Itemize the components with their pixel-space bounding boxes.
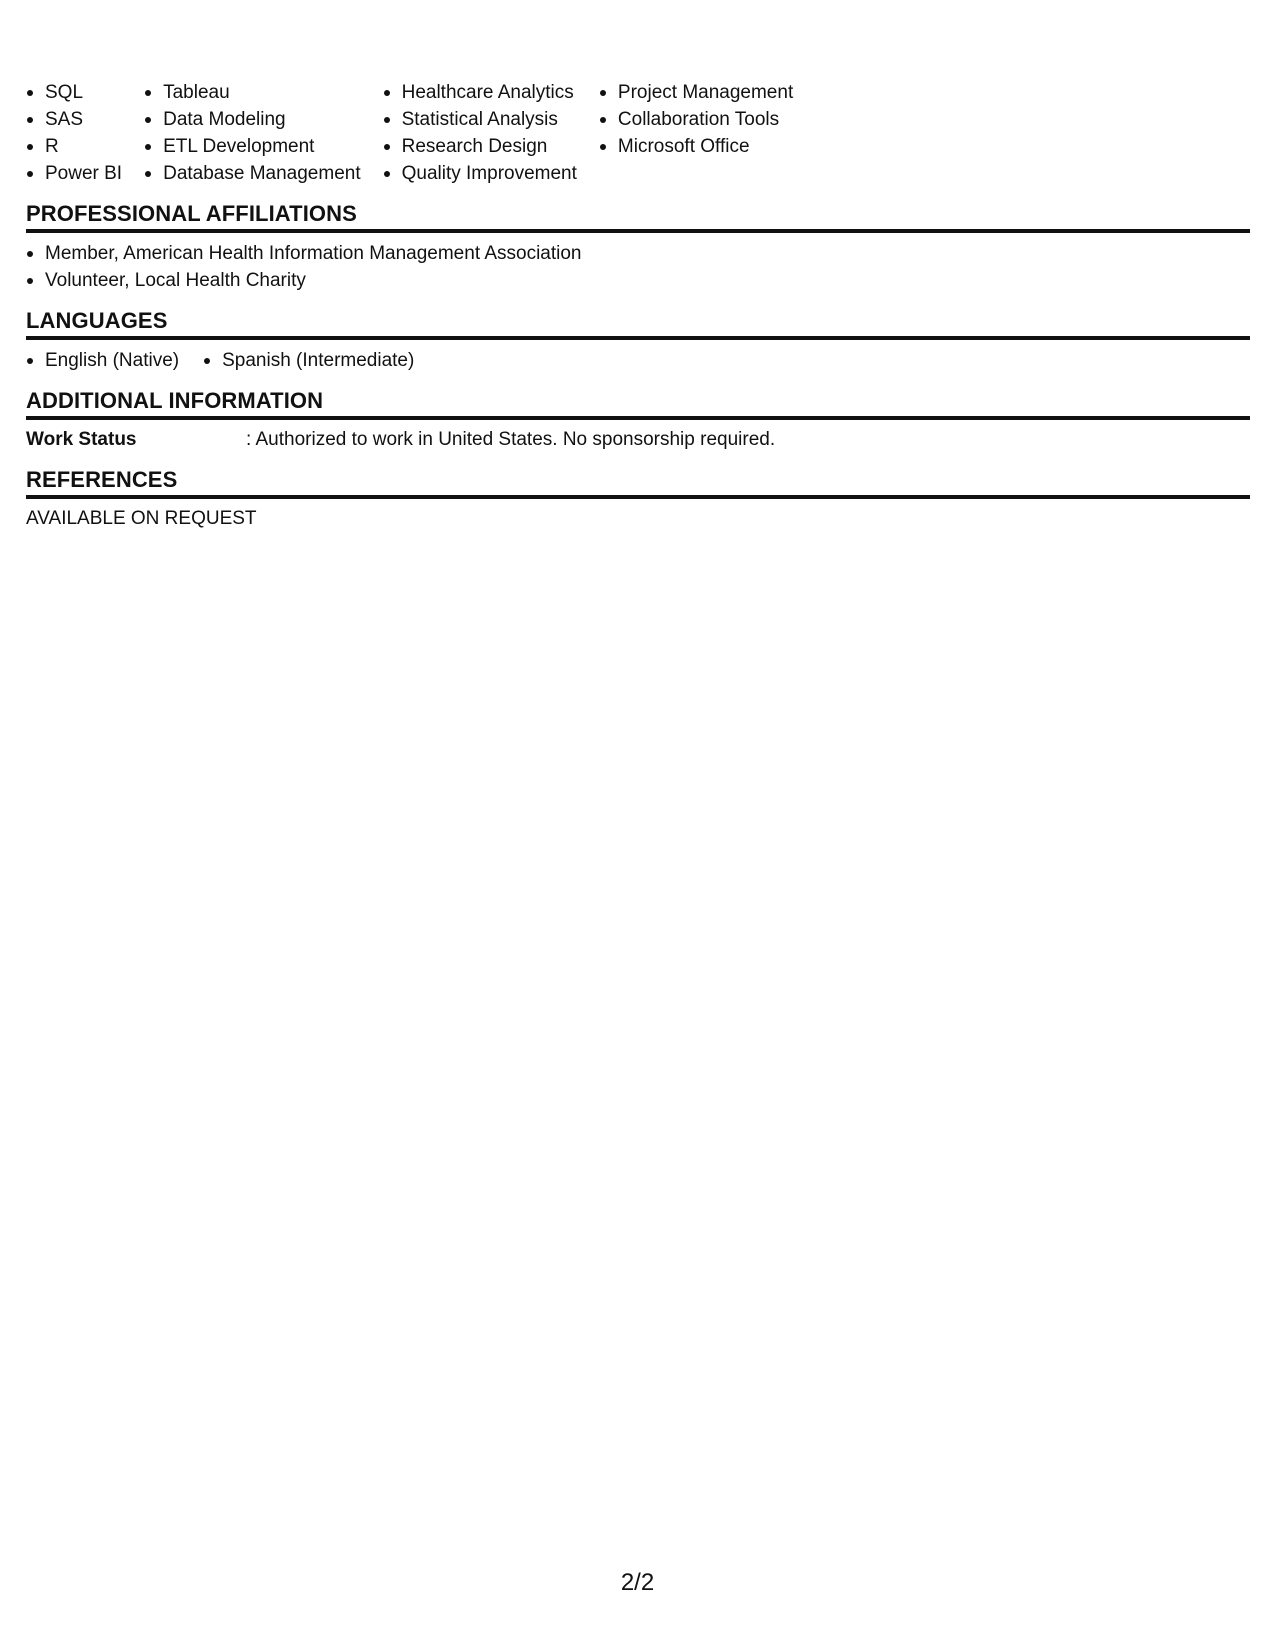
skill-item: SQL (26, 79, 122, 106)
references-heading: REFERENCES (26, 467, 178, 492)
resume-content (26, 79, 1250, 532)
skill-item: Tableau (144, 79, 361, 106)
affiliations-section (26, 201, 1250, 294)
affiliations-heading: PROFESSIONAL AFFILIATIONS (26, 201, 357, 226)
skill-item: Research Design (383, 133, 577, 160)
skill-item: Data Modeling (144, 106, 361, 133)
references-section (26, 467, 1250, 532)
skill-item: Microsoft Office (599, 133, 793, 160)
skill-item: Collaboration Tools (599, 106, 793, 133)
languages-list (26, 347, 1250, 374)
page-number: 2/2 (620, 1569, 655, 1596)
work-status-row (26, 427, 1250, 453)
references-text: AVAILABLE ON REQUEST (26, 508, 257, 529)
skill-item: Power BI (26, 160, 122, 187)
skill-item: SAS (26, 106, 122, 133)
affiliation-item: Volunteer, Local Health Charity (26, 267, 1250, 294)
skill-item: Project Management (599, 79, 793, 106)
skill-item: R (26, 133, 122, 160)
section-divider (26, 336, 1250, 340)
skill-item: ETL Development (144, 133, 361, 160)
skill-item: Statistical Analysis (383, 106, 577, 133)
additional-info-section (26, 388, 1250, 453)
section-divider (26, 229, 1250, 233)
skill-item: Quality Improvement (383, 160, 577, 187)
language-item: English (Native) (26, 347, 179, 374)
section-divider (26, 416, 1250, 420)
skills-column-1 (26, 79, 122, 187)
languages-heading: LANGUAGES (26, 308, 168, 333)
skills-list (26, 79, 1250, 187)
affiliation-item: Member, American Health Information Management Association (26, 240, 1250, 267)
skill-item: Database Management (144, 160, 361, 187)
affiliations-list (26, 240, 1250, 294)
additional-info-heading: ADDITIONAL INFORMATION (26, 388, 324, 413)
work-status-label: Work Status (26, 429, 137, 450)
language-item: Spanish (Intermediate) (203, 347, 414, 374)
skills-column-3 (383, 79, 577, 187)
section-divider (26, 495, 1250, 499)
work-status-value: : Authorized to work in United States. No sponsorship required. (246, 429, 776, 450)
skills-column-4 (599, 79, 793, 160)
languages-section (26, 308, 1250, 374)
skill-item: Healthcare Analytics (383, 79, 577, 106)
skills-column-2 (144, 79, 361, 187)
